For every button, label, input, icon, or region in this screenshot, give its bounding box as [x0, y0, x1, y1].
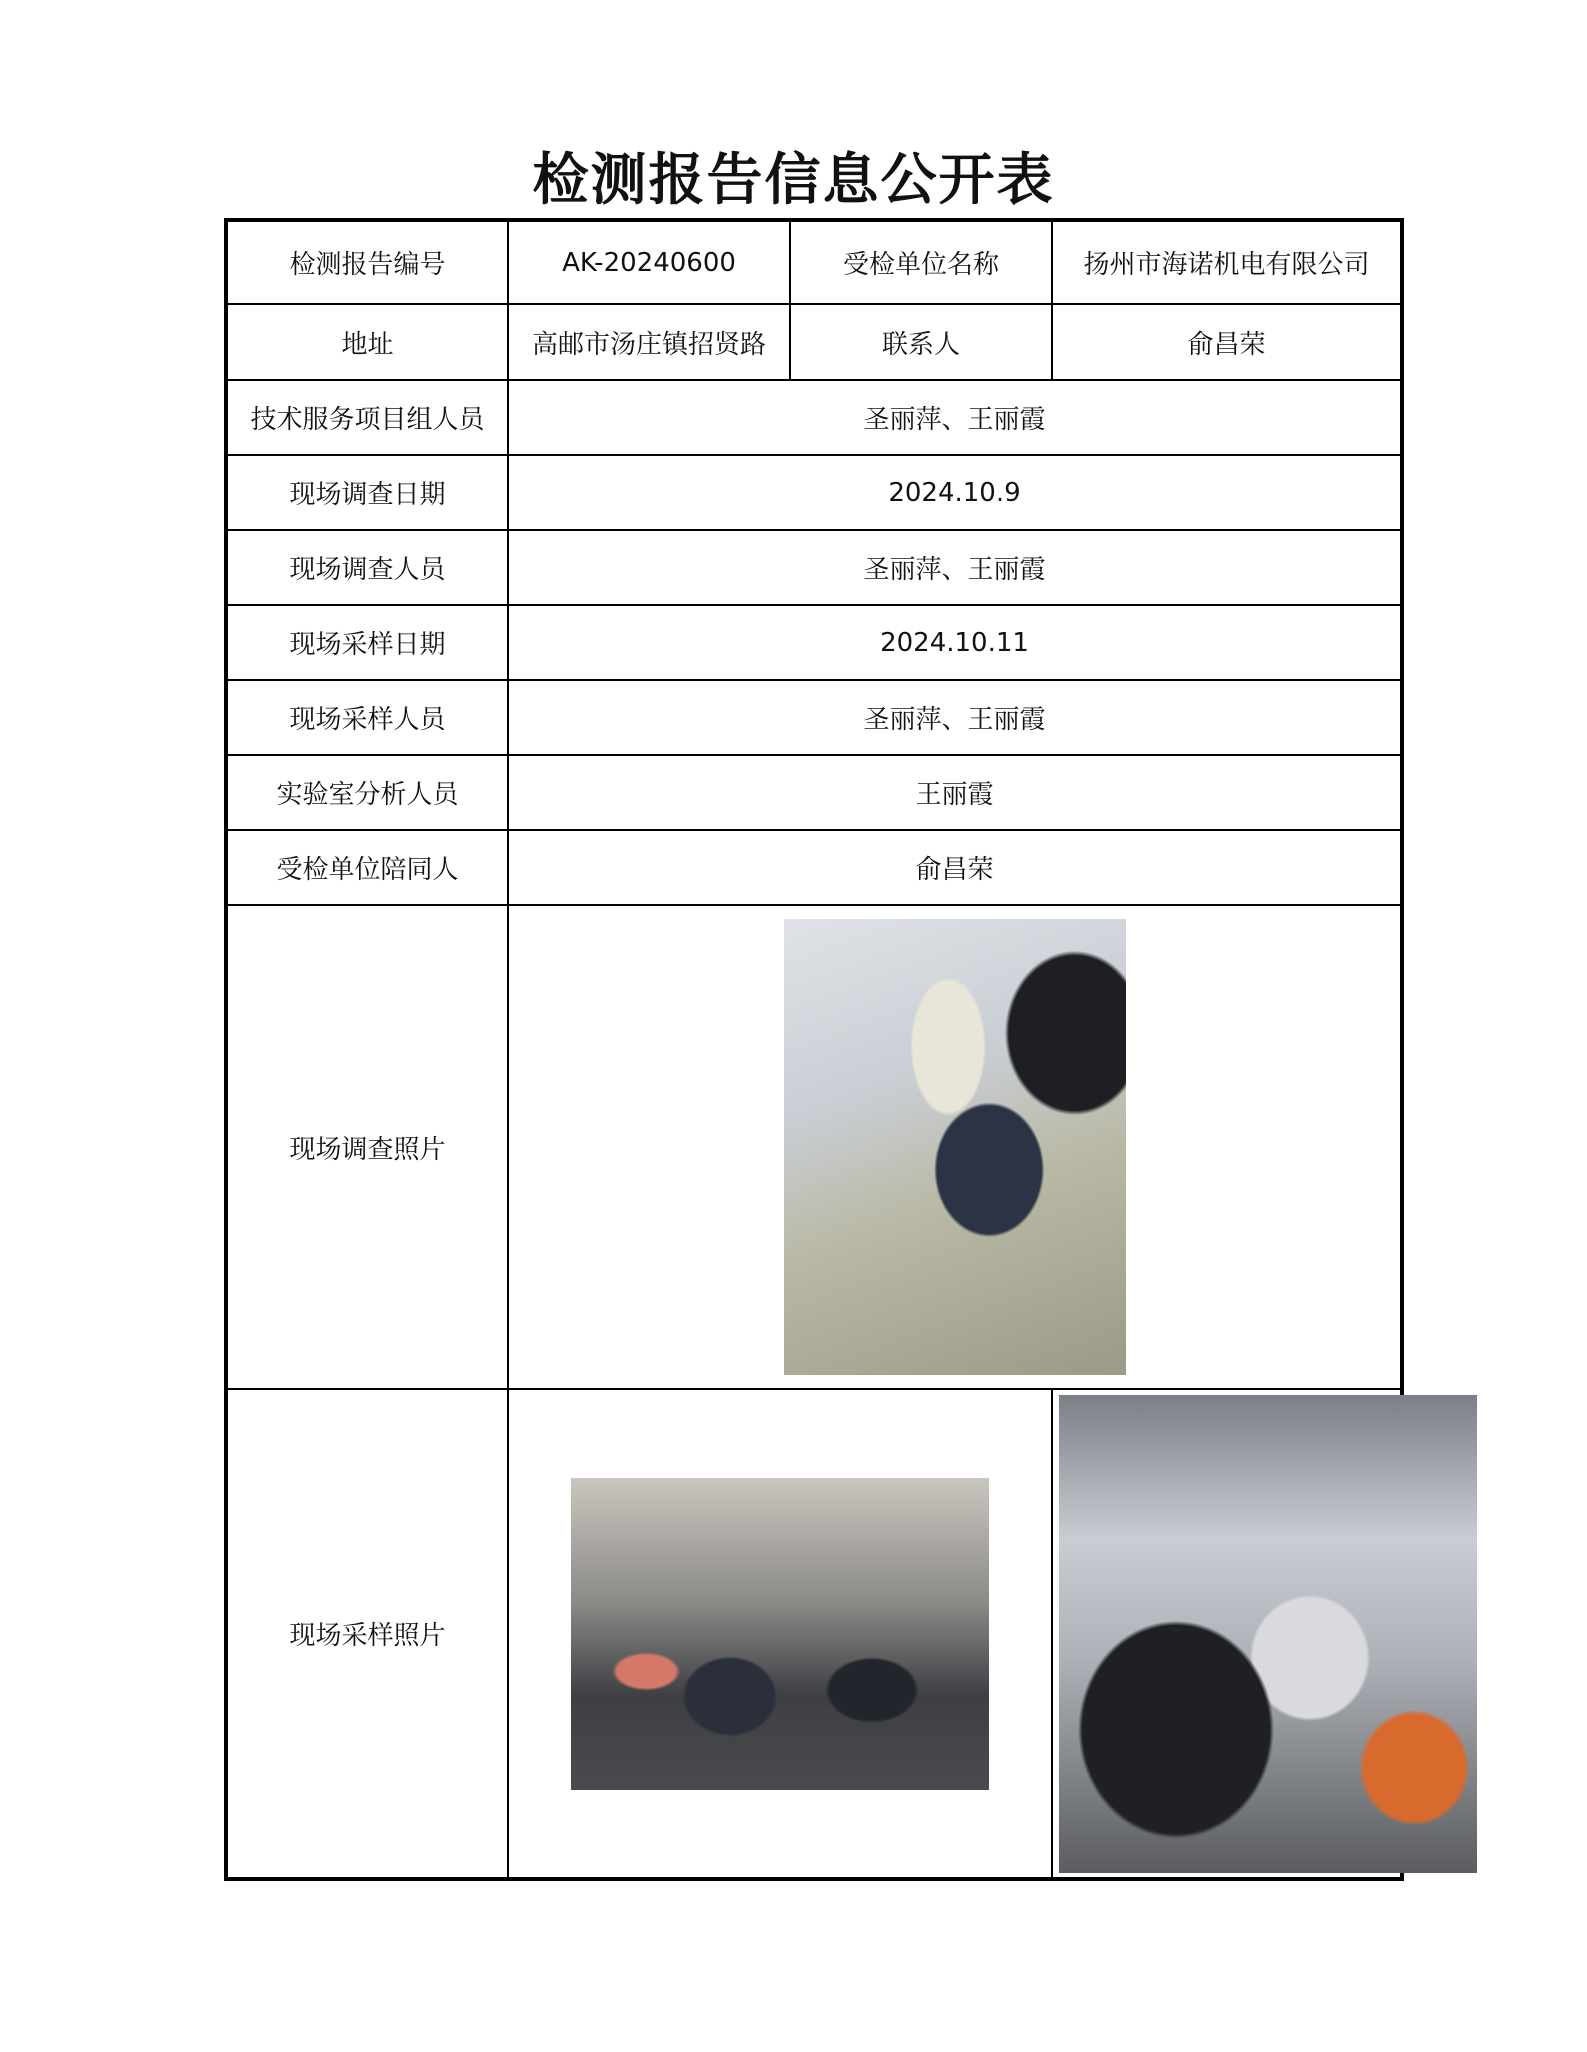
sampling-photo-cell-1 — [508, 1389, 1052, 1879]
table-row — [226, 605, 1402, 680]
report-table — [224, 218, 1404, 1881]
row-label: 现场采样人员 — [226, 680, 508, 755]
row-label: 技术服务项目组人员 — [226, 380, 508, 455]
sampling-photo-label: 现场采样照片 — [226, 1389, 508, 1879]
unit-name-value: 扬州市海诺机电有限公司 — [1052, 220, 1402, 304]
table-row — [226, 905, 1402, 1389]
row-label: 现场采样日期 — [226, 605, 508, 680]
address-value: 高邮市汤庄镇招贤路 — [508, 304, 790, 380]
row-value: 2024.10.11 — [508, 605, 1402, 680]
sampling-photo-2 — [1059, 1395, 1477, 1873]
row-value: 王丽霞 — [508, 755, 1402, 830]
survey-photo — [784, 919, 1126, 1375]
row-label: 实验室分析人员 — [226, 755, 508, 830]
table-row — [226, 830, 1402, 905]
table-row — [226, 755, 1402, 830]
row-value: 2024.10.9 — [508, 455, 1402, 530]
survey-photo-cell — [508, 905, 1402, 1389]
table-row — [226, 680, 1402, 755]
row-label: 现场调查日期 — [226, 455, 508, 530]
report-number-label: 检测报告编号 — [226, 220, 508, 304]
table-row — [226, 220, 1402, 304]
table-row — [226, 530, 1402, 605]
address-label: 地址 — [226, 304, 508, 380]
sampling-photo-1 — [571, 1478, 989, 1790]
survey-photo-label: 现场调查照片 — [226, 905, 508, 1389]
row-value: 圣丽萍、王丽霞 — [508, 530, 1402, 605]
row-value: 圣丽萍、王丽霞 — [508, 380, 1402, 455]
unit-name-label: 受检单位名称 — [790, 220, 1052, 304]
sampling-photo-cell-2 — [1052, 1389, 1402, 1879]
row-value: 圣丽萍、王丽霞 — [508, 680, 1402, 755]
row-label: 现场调查人员 — [226, 530, 508, 605]
table-row — [226, 1389, 1402, 1879]
table-row — [226, 380, 1402, 455]
table-row — [226, 455, 1402, 530]
contact-label: 联系人 — [790, 304, 1052, 380]
row-value: 俞昌荣 — [508, 830, 1402, 905]
contact-value: 俞昌荣 — [1052, 304, 1402, 380]
page-title: 检测报告信息公开表 — [532, 147, 1055, 213]
row-label: 受检单位陪同人 — [226, 830, 508, 905]
report-number-value: AK-20240600 — [508, 220, 790, 304]
table-row — [226, 304, 1402, 380]
